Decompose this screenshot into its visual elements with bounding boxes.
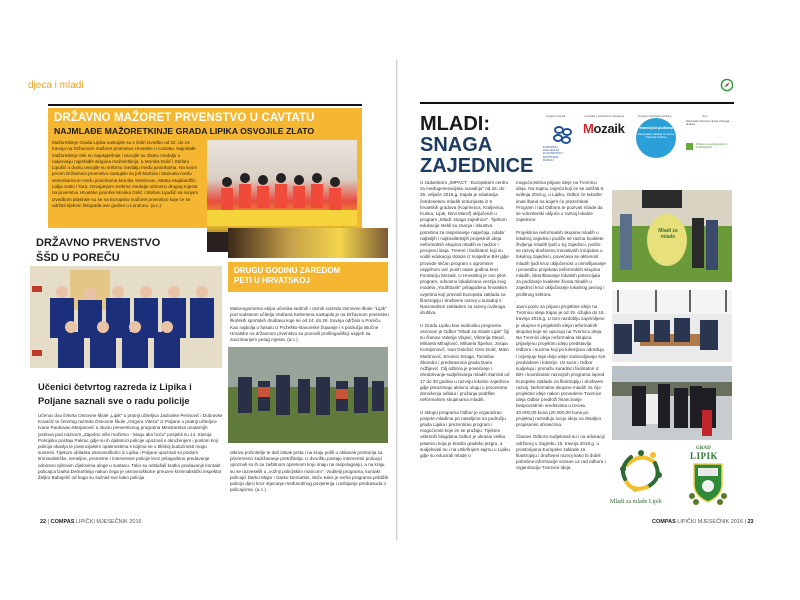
article-police-title	[38, 380, 192, 408]
team-photo	[30, 266, 222, 368]
left-footer: 22 | COMPAS LIPIČKI MJESEČNIK 2016	[40, 519, 142, 525]
page-spine	[396, 60, 398, 540]
dance-photo	[228, 228, 388, 258]
article-police-title-line1: Učenici četvrtog razreda iz Lipika i	[38, 381, 192, 392]
right-footer-publication: LIPIČKI MJESEČNIK 2016	[677, 519, 743, 525]
left-footer-brand: COMPAS	[50, 519, 75, 525]
article-col1: U zadarskom „IMPACT - Europskom centru za međugeneracijsku suradnju" od 26. do 28. veljače 2016.g. trajala je edukacija četrdesetoro mladih entuzijasta iz 5 hrvatskih gradova (Koprivnica, Kraljevica, Kutina, Lipik, Novi Marof) uključenih u program „Mladi: snaga zajednice". Tijekom edukacije stekli su znanja i iskustva potrebna za raspisivanje natječaja, odabir najboljih i najkvalitetnijih projektnih ideja neformalnih skupina mladih te nadzor i procjenu ideja. Treneri i facilitatori koji su vodili edukaciju dolaze iz susjedne BiH gdje provode sličan program s ogromnim uspjehom već punih osam godina kroz Fondaciju Mozaik. U Hrvatskoj je ovo pilot-program, odnosno lokalizirana verzija inog modela „Youthbank" prilagođena hrvatskim uvjetima koji provodi Europska zaklada za filantropiju i društveni razvoj u suradnji s Nacionalnim zakladom za razvoj civilnoga društva. U Gradu Lipiku kao sudioniku programa osnovan je Odbor "Mladi za mlade Lipik" čiji su članovi Valerija Vlajnić, Viktorija Stepić, Mihaela Mihajlović, Mihaela Špehar, Josipa Komljenović, Ivan Doležal, Dino Dolić, Mato Martinović, Erminio Straga, Tomislav Škondro i predstavnica grada Daria Adžijević. Cilj odbora je povećanje i ohrabrivanje sudjelovanja mladih starosti od 17 do 30 godina u razvoju lokalne zajednice gdje preuzimaju aktivnu ulogu u procesima donošenja odluka i pružanja podrške neformalnim skupinama mladih. U sklopu programa Odbor je organizirao posjete mladima po naseljima na području grada Lipika i prezentirao program i mogućnosti koje im se pružaju. Tijekom uskrsnih blagdana Odbor je ukrasio veliku pisanicu koja je krasila gradsku jezgru, a sudjelovali su i na Uskršnjem sajmu u Lipiku gdje su educirali mlade o	[420, 180, 510, 458]
eu-foundation-logo-text: EUROPSKA ZAKLADA ZA FILANTROPIJU I DRUŠTVENI RAZVOJ	[543, 146, 564, 162]
article-majorette-body: Mažoretkinje Grada Lipika nastupile su s četiri izvedbe od 22. do 24. travnja na Državnom mažoret prvenstvu Hrvatske u Cavtatu. Najmlađe mažoretkinje bile su najuspješnije i osvojile su zlatnu medalju u natjecanju najmlađih skupina mažoretkinja, a Monika Dolić i Stefani Lipušić u duetu osvojile su srebrnu medalju među juniorkama. Na svom prvom Državnom prvenstvu nastupile su još Martina i Manuela među seniorkama te među juniorkama Monika Veselovac, Matea Majdandžić, Lidija Sabo i Tara. Osvajanjem srebrne medalje odnosno drugog mjesta na prvenstvu Hrvatske juniorke Monika Dolić i Stefani Lipušić sa svojom izvedbom plasirale su se na Europsko mažoret prvenstvo koje će se održati tijekom listopada ove godine u Londonu. (a.c.)	[52, 140, 199, 208]
lipik-label: LIPIK	[690, 451, 719, 461]
eu-foundation-logo-icon	[550, 124, 576, 146]
source-green-text: Program je sufinanciran iz sredstava EU	[696, 143, 728, 150]
logo-caption-provider: Program provodi	[546, 115, 566, 118]
police-visit-photo-art	[228, 347, 388, 443]
mladi-za-mlade-logo-icon	[617, 447, 665, 495]
grad-label: GRAD	[696, 446, 711, 451]
article-ssd-title	[36, 236, 160, 266]
lipik-coat-of-arms-icon	[688, 462, 728, 506]
police-visit-photo	[228, 347, 388, 443]
logo-caption-partners: u suradnji s partnerskim udrugama	[584, 115, 624, 118]
egg-text: Mladi za mlade	[658, 228, 678, 240]
easter-egg-photo	[612, 190, 732, 282]
green-logo-icon	[686, 143, 693, 150]
left-footer-publication: LIPIČKI MJESEČNIK 2016	[75, 519, 142, 525]
main-title	[420, 114, 533, 177]
main-title-line3: ZAJEDNICE	[420, 155, 534, 177]
right-top-rule	[420, 102, 734, 104]
right-footer-brand: COMPAS	[652, 519, 676, 525]
mozaik-logo	[583, 121, 625, 136]
group-photo	[612, 366, 732, 440]
right-footer: COMPAS LIPIČKI MJESEČNIK 2016 | 23	[652, 519, 754, 525]
right-page-number: 23	[747, 519, 754, 525]
article-futsal-body: Malonogometna ekipa učenika sedmih i osmih razreda Osnovne škole "Lipik" pod vodstvom učitelja Vedrana Kelemena nastupila je na Državnom prvenstvu školskih sportskih društava koje se od 24. do 26. travnja održalo u Poreču. Kao najbolja u futsalu iz Požeško-slavonske županije i s područja istočne Hrvatske na državnom prvenstvu su ponovili prošlogodišnji uspjeh sa zauzimanjem petog mjesta. (a.c.)	[230, 306, 389, 343]
financial-support-body: Nacionalna zaklada za razvoj civilnoga društva	[637, 131, 675, 139]
article-majorette-subtitle: NAJMLAĐE MAŽORETKINJE GRADA LIPIKA OSVOJILE ZLATO	[54, 126, 315, 136]
mladi-za-mlade-logo-text: Mladi za mlade Lipik	[610, 499, 662, 505]
compass-logo-icon	[720, 78, 734, 92]
top-rule	[48, 104, 362, 106]
source-text: Nacionalni zavod za razvoj civilnoga društva	[686, 120, 730, 127]
article-futsal-title-line1: DRUGU GODINU ZAREDOM	[234, 266, 341, 275]
article-police-title-line2: Poljane saznali sve o radu policije	[38, 395, 190, 406]
group-photo-art	[612, 366, 732, 440]
meeting-photo-art	[612, 290, 732, 362]
left-page-number: 22	[40, 519, 47, 525]
article-futsal-title	[234, 266, 340, 286]
article-police-body-col1: Učenici dva četvrta Osnovne škole „Lipik" u pratnji učiteljica Jadranke Perinović i Dubravke Kovačić te četvrtog razreda Osnovne škole „Grigora Viteza" iz Poljane u pratnji učiteljice Ivane Paukovac-Marjanović u okviru preventivnog programa Ministarstva unutarnjih poslova pod nazivom „Zajedno više možemo - Mogu ako hoću" posjetili su 14. travnja Policijsku postaju Pakrac gdje su ih djelatnici policije upoznali s okruženjem i poslom koji policija obavlja te potencijalnim opasnostima s kojima se u bliskoj budućnosti mogu susresti. Tijekom obilaska osnovnoškolci iz Lipika i Poljane upoznati su poslom kriminalističke, temeljne, prometne i interventne policije kroz prilagođeno predavanje odnosno njihovim dijelovima uloge u sustavu. Tako su odslušali kratko predavanje kontakt policajca Darka Demartinija nakon čega je osnovnoškolce preuzeo kriminalistički inspektor Željko Babojelić od koga su saznali sve kako policija	[38, 413, 223, 481]
article-police-body-col2: otkriva počinitelje te dali otisak prsta i na kraju pošli u obilazak prostorija za privremeno zadržavanje pretrižitelja. U dvorištu postaje interventni policajci upoznali su ih sa zaštitnom opremom koju imaju na raspolaganju, a na kraju su se razveselili u „vožnji policijskim maricom". Voditelji programa, kontakt policajci Darko Major i Darko Demartini, ističu kako je svrha programa približiti policiju djeci kroz stjecanje međusobnog povjerenja i razbijanje predrasuda o policajcima. (a.c.)	[230, 450, 389, 493]
main-title-line1: MLADI:	[420, 113, 490, 135]
article-majorette-title: DRŽAVNO MAŽORET PRVENSTVO U CAVTATU	[54, 112, 315, 124]
article-futsal-title-line2: PETI U HRVATSKOJ	[234, 276, 311, 285]
article-col2: mogućnostima prijave ideje na Tvornicu ideja. Na Sajmu cvijeća koji će se održati 8. svibnja 2016.g. u Lipiku, Odbor će također imati štand na kojem će prezentirati Program i rad Odbora te pozivati mlade da se volonterski uključe u razvoj lokalne zajednice. Projektima neformalnih skupina mladih u lokalnoj zajednici podiže se razina kvalitete življenja mladih ljudi u toj zajednici, potiče se razvoj društveno inovativnih inicijativa u lokalnoj zajednici, povećava se aktivnost mladih ljudi kroz uključenost u osmišljavanje i provedbu projekata neformalnih skupina mladih, iskorištavanje lokalnih potencijala za podizanje kvalitete života mladih u zajednici kroz uključivanje lokalnog javnog i profitnog sektora. Javni poziv za prijavu projektne ideje na Tvornicu ideja trajao je od 15. ožujka do 15. travnja 2016.g. U tom razdoblju zaprimljeno je ukupno 6 projektnih ideja neformalnih skupina koje se upućuju na Tvornicu ideja. Na Tvornici ideja neformalna skupina prijavljenu projektnu ideju predstavlja Odboru i sucima koji po kriterijima određuju i ocjenjuju koje dvije ideje zadovoljavaju sve predviđene i kriterije. Uz suce i Odbor sudjeluju i pomažu suradnici facilitatori iz BiH i koordinator razvojnih programa ispred Europske zaklade za filantropiju i društveni razvoj. Neformalne skupine mladih za čije projektne ideje nakon provedene Tvornice ideja Odbor predloži financiranje bespovratnim sredstvima u iznosu 40.000,00 kuna (20.000,00 kuna po projektu) razrađuju svoju ideju na detaljno propisanim obrascima. Članovi Odbora sudjelovali su i na edukaciji održanoj u Zagrebu 16. travnja 2016.g. u prostorijama Europske zaklade za filantropiju i društveni razvoj kako bi dobili potrebne informacije vezane uz rad odbora i organizaciju Tvornice ideja.	[516, 180, 606, 471]
article-ssd-title-line1: DRŽAVNO PRVENSTVO	[36, 237, 161, 249]
mozaik-logo-rest: ozaik	[593, 121, 625, 136]
mozaik-logo-m: M	[583, 121, 594, 136]
financial-support-title: Financijski podržava	[637, 126, 675, 130]
meeting-photo	[612, 290, 732, 362]
section-label: djeca i mladi	[28, 80, 84, 91]
main-title-line2: SNAGA	[420, 134, 493, 156]
logo-caption-source: Izvor	[702, 115, 708, 118]
article-ssd-title-line2: ŠŠD U POREČU	[36, 252, 120, 264]
financial-support-logo	[636, 118, 676, 158]
logo-caption-funder: Program financijski podržava	[638, 115, 672, 118]
team-photo-art	[30, 266, 222, 368]
